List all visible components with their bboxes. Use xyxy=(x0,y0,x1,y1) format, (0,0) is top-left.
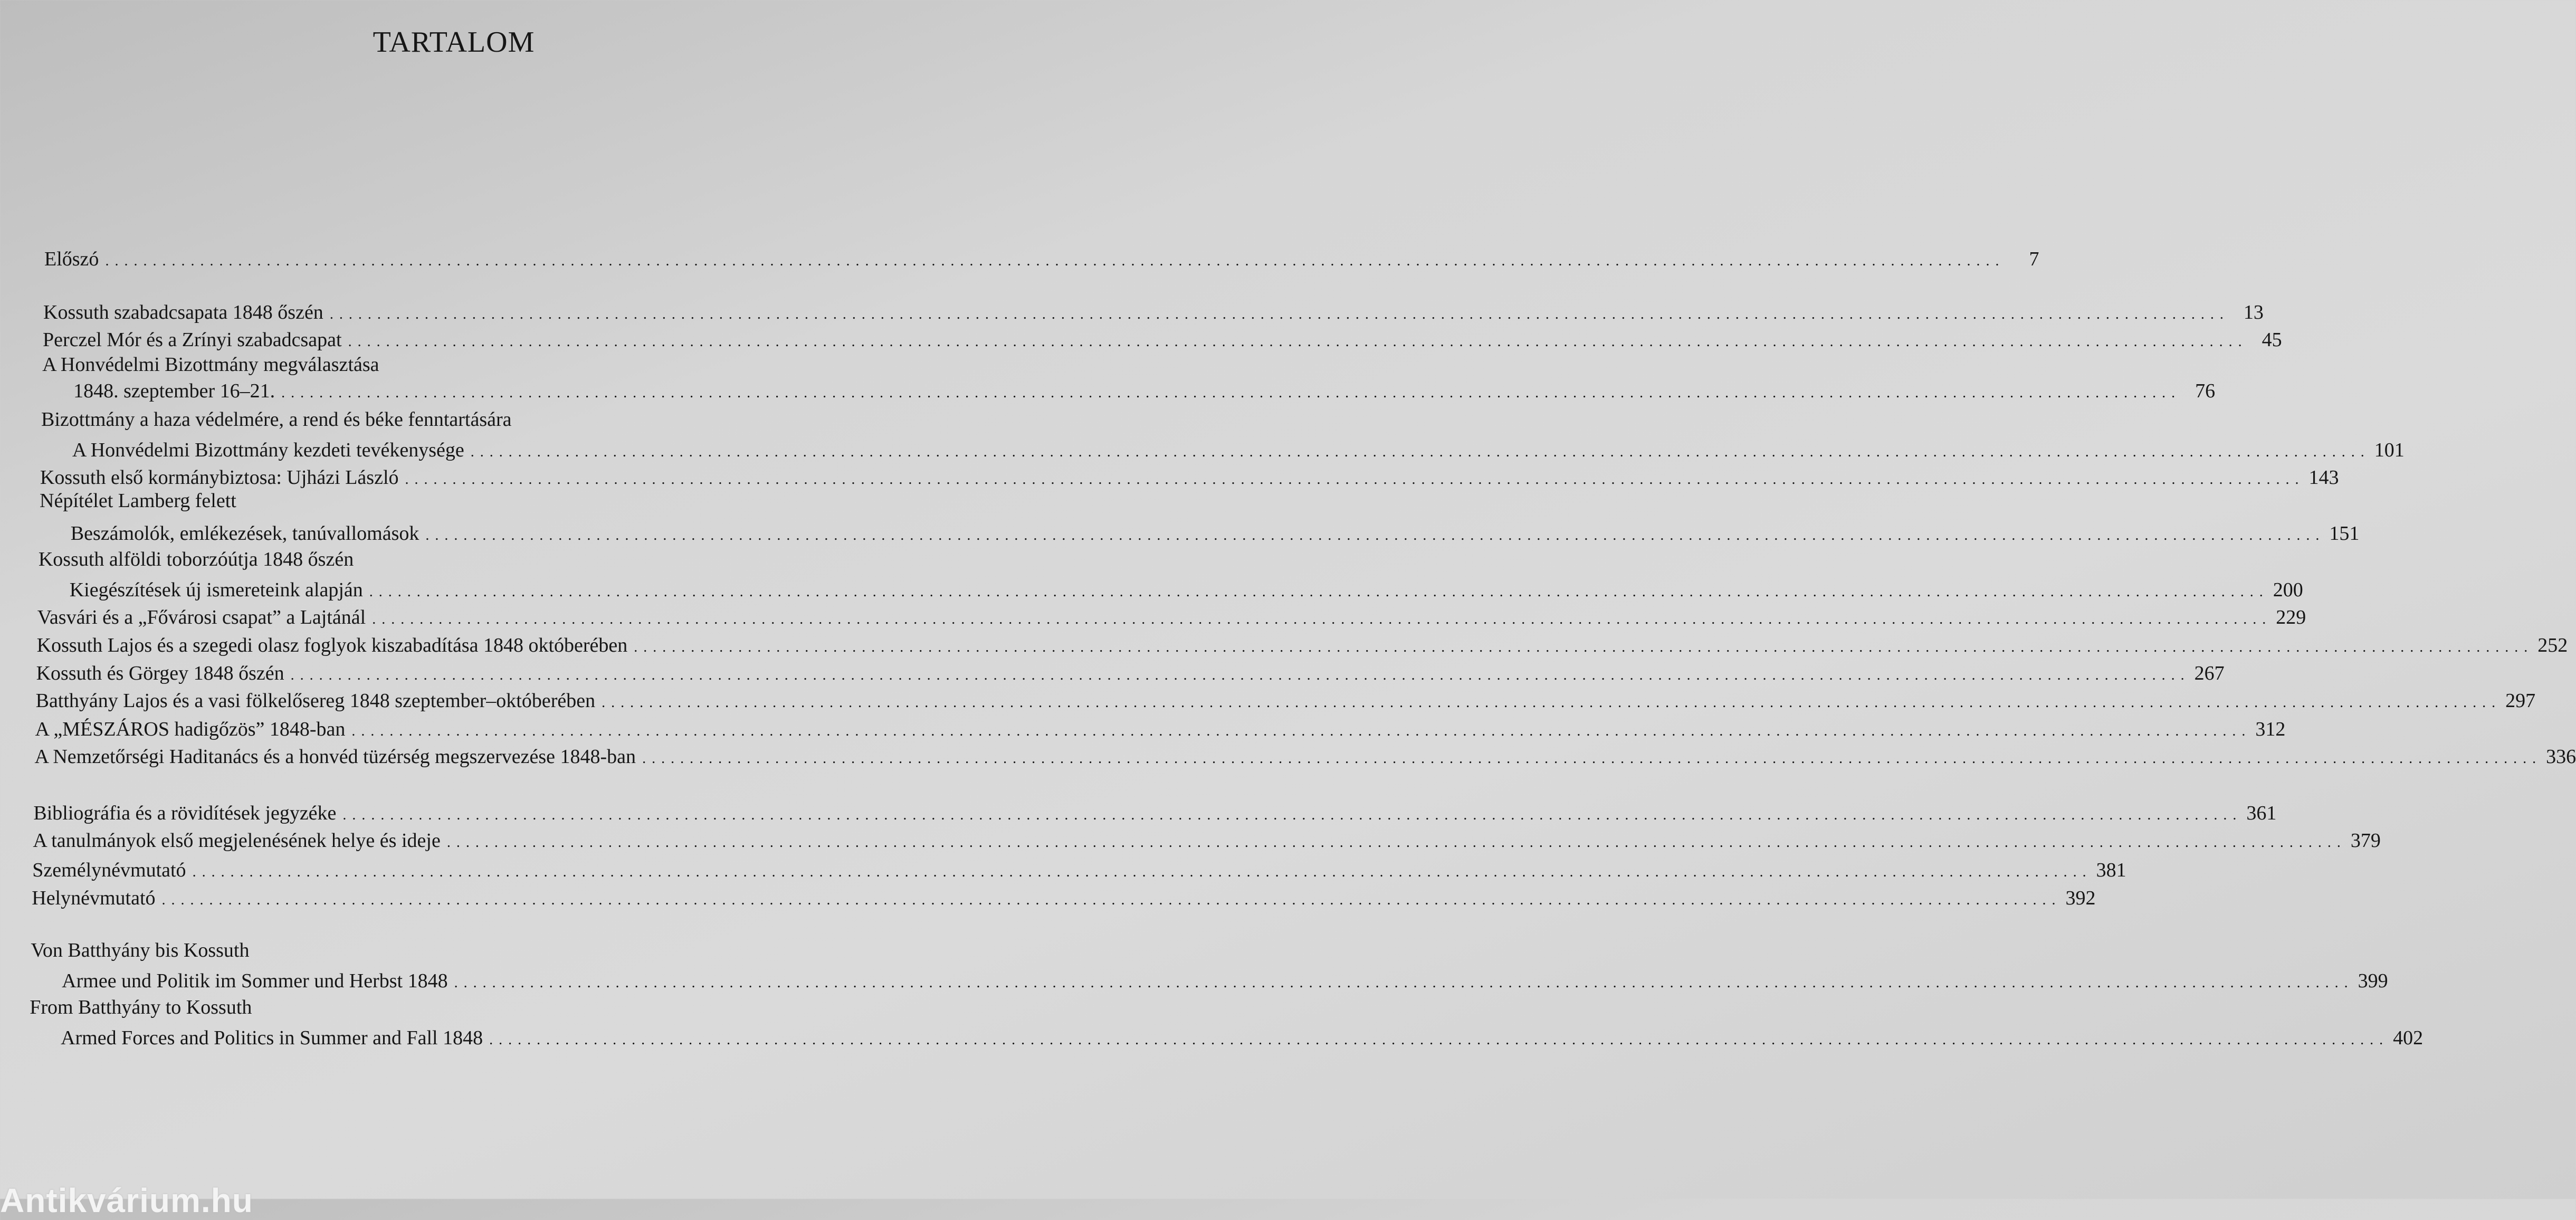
toc-entry xyxy=(43,328,2282,351)
page-number: 45 xyxy=(2262,329,2282,351)
entry-title: A tanulmányok első megjelenésének helye és ideje xyxy=(33,830,441,852)
toc-entry xyxy=(44,247,2039,271)
toc-entry xyxy=(32,887,2096,910)
toc-entry xyxy=(33,829,2381,852)
toc-entry xyxy=(34,745,2576,768)
page-number: 151 xyxy=(2329,522,2360,545)
dot-leader: . . . . . . . . . . . . . . . . . . . . . . . . . . . . . . . . . . . . . . . . . . . . . . . . . . . . . . . . . . . . . . . . . . . . . . . . . . . . . . . . . . . . . . . . . . . . . . . . . . . . . . . . . . . . . . . . . . . . . . . . . . . . . . . . . . . . . . . . . . . . . . . . . . . . . . . . . . . . . . . . . . . . . . . . . . . . . . . . . . . . . . . . . . . . . . . . . . . . . . . . xyxy=(372,611,2267,627)
dot-leader: . . . . . . . . . . . . . . . . . . . . . . . . . . . . . . . . . . . . . . . . . . . . . . . . . . . . . . . . . . . . . . . . . . . . . . . . . . . . . . . . . . . . . . . . . . . . . . . . . . . . . . . . . . . . . . . . . . . . . . . . . . . . . . . . . . . . . . . . . . . . . . . . . . . . . . . . . . . . . . . . . . . . . . . . . . . . . . . . . . . . . . . . . . . . . . . . . . . . . . . . xyxy=(425,527,2321,544)
toc-entry xyxy=(62,969,2388,993)
entry-title: Batthyány Lajos és a vasi fölkelősereg 1848 szeptember–októberében xyxy=(35,690,596,712)
toc-entry xyxy=(72,439,2405,462)
toc-entry xyxy=(36,662,2225,685)
entry-title: Bibliográfia és a rövidítések jegyzéke xyxy=(33,802,337,824)
toc-entry xyxy=(43,301,2264,324)
page-number: 101 xyxy=(2374,439,2405,461)
toc-entry xyxy=(40,489,859,512)
page-number: 361 xyxy=(2246,802,2277,824)
entry-title: Személynévmutató xyxy=(32,859,186,881)
entry-title: Kossuth és Görgey 1848 őszén xyxy=(36,662,284,684)
page-number: 392 xyxy=(2065,887,2096,909)
entry-title: Beszámolók, emlékezések, tanúvallomások xyxy=(70,522,419,545)
entry-title: Előszó xyxy=(44,248,99,270)
toc-entry xyxy=(37,606,2306,629)
entry-title: Perczel Mór és a Zrínyi szabadcsapat xyxy=(43,329,342,351)
entry-title: Helynévmutató xyxy=(32,887,156,909)
toc-entry xyxy=(35,689,2536,712)
dot-leader: . . . . . . . . . . . . . . . . . . . . . . . . . . . . . . . . . . . . . . . . . . . . . . . . . . . . . . . . . . . . . . . . . . . . . . . . . . . . . . . . . . . . . . . . . . . . . . . . . . . . . . . . . . . . . . . . . . . . . . . . . . . . . . . . . . . . . . . . . . . . . . . . . . . . . . . . . . . . . . . . . . . . . . . . . . . . . . . . . . . . . . . . . . . . . . . . . . . . . . . . xyxy=(369,584,2264,600)
entry-title: From Batthyány to Kossuth xyxy=(30,996,252,1018)
entry-title: A Nemzetőrségi Haditanács és a honvéd tüzérség megszervezése 1848-ban xyxy=(34,746,636,768)
entry-title: A Honvédelmi Bizottmány megválasztása xyxy=(42,354,379,376)
page-number: 399 xyxy=(2358,970,2388,992)
page-number: 76 xyxy=(2195,380,2216,402)
page-number: 402 xyxy=(2393,1027,2424,1049)
entry-title: Kossuth első kormánybiztosa: Ujházi László xyxy=(40,466,399,489)
entry-title: A Honvédelmi Bizottmány kezdeti tevékenysége xyxy=(72,439,464,461)
toc-entry xyxy=(36,634,2568,657)
toc-entry xyxy=(73,379,2216,403)
dot-leader: . . . . . . . . . . . . . . . . . . . . . . . . . . . . . . . . . . . . . . . . . . . . . . . . . . . . . . . . . . . . . . . . . . . . . . . . . . . . . . . . . . . . . . . . . . . . . . . . . . . . . . . . . . . . . . . . . . . . . . . . . . . . . . . . . . . . . . . . . . . . . . . . . . . . . . . . . . . . . . . . . . . . . . . . . . . . . . . . . . . . . . . . . . . . . . . . . . . . . . . . xyxy=(602,694,2497,711)
toc-entry xyxy=(42,353,859,376)
dot-leader: . . . . . . . . . . . . . . . . . . . . . . . . . . . . . . . . . . . . . . . . . . . . . . . . . . . . . . . . . . . . . . . . . . . . . . . . . . . . . . . . . . . . . . . . . . . . . . . . . . . . . . . . . . . . . . . . . . . . . . . . . . . . . . . . . . . . . . . . . . . . . . . . . . . . . . . . . . . . . . . . . . . . . . . . . . . . . . . . . . . . . . . . . . . . . . . . . . . . . . . . xyxy=(634,639,2529,655)
page-number: 229 xyxy=(2276,606,2306,628)
entry-title: A „MÉSZÁROS hadigőzös” 1848-ban xyxy=(35,718,346,740)
page-number: 143 xyxy=(2308,466,2339,489)
dot-leader: . . . . . . . . . . . . . . . . . . . . . . . . . . . . . . . . . . . . . . . . . . . . . . . . . . . . . . . . . . . . . . . . . . . . . . . . . . . . . . . . . . . . . . . . . . . . . . . . . . . . . . . . . . . . . . . . . . . . . . . . . . . . . . . . . . . . . . . . . . . . . . . . . . . . . . . . . . . . . . . . . . . . . . . . . . . . . . . . . . . . . . . . . . . . . . . . . . . . . . . . xyxy=(470,444,2365,460)
dot-leader: . . . . . . . . . . . . . . . . . . . . . . . . . . . . . . . . . . . . . . . . . . . . . . . . . . . . . . . . . . . . . . . . . . . . . . . . . . . . . . . . . . . . . . . . . . . . . . . . . . . . . . . . . . . . . . . . . . . . . . . . . . . . . . . . . . . . . . . . . . . . . . . . . . . . . . . . . . . . . . . . . . . . . . . . . . . . . . . . . . . . . . . . . . . . . . . . . . . . . . . . xyxy=(405,471,2300,488)
dot-leader: . . . . . . . . . . . . . . . . . . . . . . . . . . . . . . . . . . . . . . . . . . . . . . . . . . . . . . . . . . . . . . . . . . . . . . . . . . . . . . . . . . . . . . . . . . . . . . . . . . . . . . . . . . . . . . . . . . . . . . . . . . . . . . . . . . . . . . . . . . . . . . . . . . . . . . . . . . . . . . . . . . . . . . . . . . . . . . . . . . . . . . . . . . . . . . . . . . . . . . . . xyxy=(642,750,2537,767)
entry-title: Kossuth Lajos és a szegedi olasz foglyok kiszabadítása 1848 októberében xyxy=(36,634,628,656)
toc-entry xyxy=(32,859,2126,882)
dot-leader: . . . . . . . . . . . . . . . . . . . . . . . . . . . . . . . . . . . . . . . . . . . . . . . . . . . . . . . . . . . . . . . . . . . . . . . . . . . . . . . . . . . . . . . . . . . . . . . . . . . . . . . . . . . . . . . . . . . . . . . . . . . . . . . . . . . . . . . . . . . . . . . . . . . . . . . . . . . . . . . . . . . . . . . . . . . . . . . . . . . . . . . . . . . . . . . . . . . . . . . . xyxy=(454,975,2349,991)
entry-title: Bizottmány a haza védelmére, a rend és béke fenntartására xyxy=(41,408,512,431)
watermark: Antikvárium.hu xyxy=(0,1181,253,1219)
page-number: 252 xyxy=(2537,634,2568,656)
entry-title: Vasvári és a „Fővárosi csapat” a Lajtánál xyxy=(37,606,366,628)
toc-entry xyxy=(39,548,859,571)
toc-entry xyxy=(41,408,859,431)
toc-entry xyxy=(31,939,859,962)
toc-entry xyxy=(61,1026,2424,1050)
dot-leader: . . . . . . . . . . . . . . . . . . . . . . . . . . . . . . . . . . . . . . . . . . . . . . . . . . . . . . . . . . . . . . . . . . . . . . . . . . . . . . . . . . . . . . . . . . . . . . . . . . . . . . . . . . . . . . . . . . . . . . . . . . . . . . . . . . . . . . . . . . . . . . . . . . . . . . . . . . . . . . . . . . . . . . . . . . . . . . . . . . . . . . . . . . . . . . . . . . . . . . . . xyxy=(348,333,2243,350)
dot-leader: . . . . . . . . . . . . . . . . . . . . . . . . . . . . . . . . . . . . . . . . . . . . . . . . . . . . . . . . . . . . . . . . . . . . . . . . . . . . . . . . . . . . . . . . . . . . . . . . . . . . . . . . . . . . . . . . . . . . . . . . . . . . . . . . . . . . . . . . . . . . . . . . . . . . . . . . . . . . . . . . . . . . . . . . . . . . . . . . . . . . . . . . . . . . . . . . . . . . . . . . xyxy=(281,385,2177,401)
page-number: 13 xyxy=(2243,301,2264,323)
entry-title: Von Batthyány bis Kossuth xyxy=(31,939,250,961)
page-number: 336 xyxy=(2546,746,2576,768)
entry-title: Kiegészítések új ismereteink alapján xyxy=(69,579,363,601)
page-number: 312 xyxy=(2255,718,2286,740)
dot-leader: . . . . . . . . . . . . . . . . . . . . . . . . . . . . . . . . . . . . . . . . . . . . . . . . . . . . . . . . . . . . . . . . . . . . . . . . . . . . . . . . . . . . . . . . . . . . . . . . . . . . . . . . . . . . . . . . . . . . . . . . . . . . . . . . . . . . . . . . . . . . . . . . . . . . . . . . . . . . . . . . . . . . . . . . . . . . . . . . . . . . . . . . . . . . . . . . . . . . . . . . xyxy=(192,864,2087,880)
entry-title: Kossuth szabadcsapata 1848 őszén xyxy=(43,301,323,323)
entry-title: 1848. szeptember 16–21. xyxy=(73,380,275,402)
page-number: 379 xyxy=(2350,830,2381,852)
toc-entry xyxy=(69,578,2303,602)
toc-entry xyxy=(30,996,859,1019)
page-number: 297 xyxy=(2505,690,2536,712)
dot-leader: . . . . . . . . . . . . . . . . . . . . . . . . . . . . . . . . . . . . . . . . . . . . . . . . . . . . . . . . . . . . . . . . . . . . . . . . . . . . . . . . . . . . . . . . . . . . . . . . . . . . . . . . . . . . . . . . . . . . . . . . . . . . . . . . . . . . . . . . . . . . . . . . . . . . . . . . . . . . . . . . . . . . . . . . . . . . . . . . . . . . . . . . . . . . . . . . . . . . . . . . xyxy=(446,834,2342,851)
toc-entry xyxy=(70,522,2360,545)
entry-title: Népítélet Lamberg felett xyxy=(40,490,236,512)
dot-leader: . . . . . . . . . . . . . . . . . . . . . . . . . . . . . . . . . . . . . . . . . . . . . . . . . . . . . . . . . . . . . . . . . . . . . . . . . . . . . . . . . . . . . . . . . . . . . . . . . . . . . . . . . . . . . . . . . . . . . . . . . . . . . . . . . . . . . . . . . . . . . . . . . . . . . . . . . . . . . . . . . . . . . . . . . . . . . . . . . . . . . . . . . . . . . . . . . . . . . . . . xyxy=(161,892,2057,908)
dot-leader: . . . . . . . . . . . . . . . . . . . . . . . . . . . . . . . . . . . . . . . . . . . . . . . . . . . . . . . . . . . . . . . . . . . . . . . . . . . . . . . . . . . . . . . . . . . . . . . . . . . . . . . . . . . . . . . . . . . . . . . . . . . . . . . . . . . . . . . . . . . . . . . . . . . . . . . . . . . . . . . . . . . . . . . . . . . . . . . . . . . . . . . . . . . . . . . . . . . . . . . . xyxy=(290,667,2186,683)
entry-title: Armee und Politik im Sommer und Herbst 1848 xyxy=(62,970,448,992)
entry-title: Kossuth alföldi toborzóútja 1848 őszén xyxy=(38,548,354,570)
page-title: TARTALOM xyxy=(373,26,535,59)
dot-leader: . . . . . . . . . . . . . . . . . . . . . . . . . . . . . . . . . . . . . . . . . . . . . . . . . . . . . . . . . . . . . . . . . . . . . . . . . . . . . . . . . . . . . . . . . . . . . . . . . . . . . . . . . . . . . . . . . . . . . . . . . . . . . . . . . . . . . . . . . . . . . . . . . . . . . . . . . . . . . . . . . . . . . . . . . . . . . . . . . . . . . . . . . . . . . . . . . . . . . . . . xyxy=(329,306,2225,322)
dot-leader: . . . . . . . . . . . . . . . . . . . . . . . . . . . . . . . . . . . . . . . . . . . . . . . . . . . . . . . . . . . . . . . . . . . . . . . . . . . . . . . . . . . . . . . . . . . . . . . . . . . . . . . . . . . . . . . . . . . . . . . . . . . . . . . . . . . . . . . . . . . . . . . . . . . . . . . . . . . . . . . . . . . . . . . . . . . . . . . . . . . . . . . . . . . . . . . . . . . . . . . . xyxy=(342,807,2238,823)
page-number: 381 xyxy=(2096,859,2126,881)
dot-leader: . . . . . . . . . . . . . . . . . . . . . . . . . . . . . . . . . . . . . . . . . . . . . . . . . . . . . . . . . . . . . . . . . . . . . . . . . . . . . . . . . . . . . . . . . . . . . . . . . . . . . . . . . . . . . . . . . . . . . . . . . . . . . . . . . . . . . . . . . . . . . . . . . . . . . . . . . . . . . . . . . . . . . . . . . . . . . . . . . . . . . . . . . . . . . . . . . . . . . . . . xyxy=(105,253,2000,269)
toc-entry xyxy=(35,718,2286,741)
dot-leader: . . . . . . . . . . . . . . . . . . . . . . . . . . . . . . . . . . . . . . . . . . . . . . . . . . . . . . . . . . . . . . . . . . . . . . . . . . . . . . . . . . . . . . . . . . . . . . . . . . . . . . . . . . . . . . . . . . . . . . . . . . . . . . . . . . . . . . . . . . . . . . . . . . . . . . . . . . . . . . . . . . . . . . . . . . . . . . . . . . . . . . . . . . . . . . . . . . . . . . . . xyxy=(489,1032,2384,1048)
page-number: 7 xyxy=(2029,248,2039,270)
page-number: 200 xyxy=(2273,579,2303,601)
entry-title: Armed Forces and Politics in Summer and Fall 1848 xyxy=(61,1027,483,1049)
page-number: 267 xyxy=(2194,662,2225,684)
toc-entry xyxy=(40,466,2339,489)
dot-leader: . . . . . . . . . . . . . . . . . . . . . . . . . . . . . . . . . . . . . . . . . . . . . . . . . . . . . . . . . . . . . . . . . . . . . . . . . . . . . . . . . . . . . . . . . . . . . . . . . . . . . . . . . . . . . . . . . . . . . . . . . . . . . . . . . . . . . . . . . . . . . . . . . . . . . . . . . . . . . . . . . . . . . . . . . . . . . . . . . . . . . . . . . . . . . . . . . . . . . . . . xyxy=(351,723,2247,739)
toc-entry xyxy=(33,802,2277,825)
